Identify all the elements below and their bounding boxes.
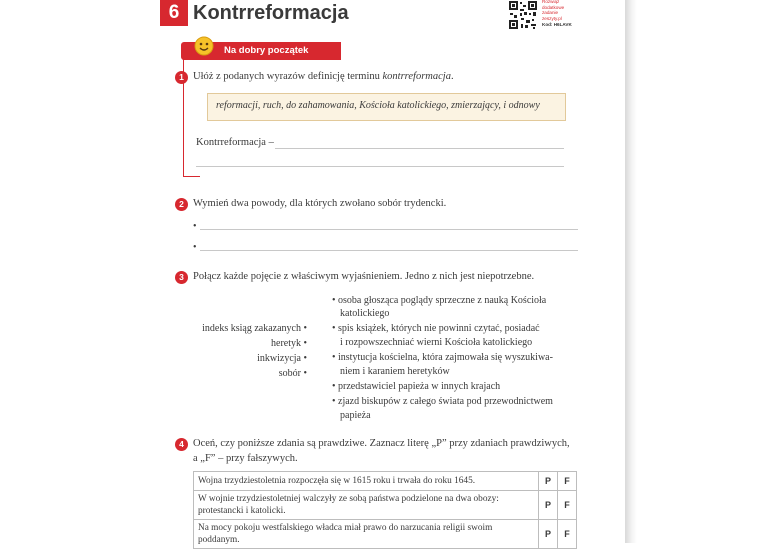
table-row [194, 491, 577, 520]
qr-note-line: zadanie [542, 10, 559, 16]
task-4-instruction: Oceń, czy poniższe zdania są prawdziwe. Zaznacz literę „P” przy zdaniach prawdziwych, [193, 438, 570, 449]
table-row [194, 472, 577, 491]
true-option[interactable]: P [539, 491, 558, 520]
chapter-number: 6 [160, 0, 188, 26]
statement-text: Wojna trzydziestoletnia rozpoczęła się w 1615 roku i trwała do roku 1645. [198, 476, 476, 486]
task-number: 3 [175, 271, 188, 284]
false-option[interactable]: F [558, 520, 577, 549]
word-bank-text: reformacji, ruch, do zahamowania, Kościoła katolickiego, zmierzający, i odnowy [216, 100, 540, 111]
chapter-title: Kontrreformacja [193, 2, 349, 24]
answer-line[interactable] [196, 166, 564, 167]
statement-text: protestancki i katolicki. [198, 506, 286, 516]
statement-text: poddanym. [198, 535, 240, 545]
smiley-icon [194, 36, 214, 56]
qr-note-line: Rozwiąż [542, 0, 560, 4]
start-banner-label: Na dobry początek [224, 45, 309, 56]
statement-cell [194, 491, 539, 520]
false-option[interactable]: F [558, 472, 577, 491]
qr-note [542, 0, 590, 28]
match-explanation-cont: katolickiego [340, 308, 390, 319]
statement-text: W wojnie trzydziestoletniej walczyły ze sobą państwa podzielone na dwa obozy: [198, 494, 499, 504]
task-3-instruction: Połącz każde pojęcie z właściwym wyjaśnieniem. Jedno z nich jest niepotrzebne. [193, 271, 535, 282]
match-term[interactable]: heretyk • [271, 338, 307, 349]
match-explanation[interactable]: • instytucja kościelna, która zajmowała się wyszukiwa- [332, 352, 553, 363]
task-1-instruction [193, 70, 454, 84]
match-term[interactable]: indeks ksiąg zakazanych • [202, 323, 307, 334]
qr-code-icon[interactable] [508, 0, 538, 30]
match-term[interactable]: sobór • [278, 368, 307, 379]
statement-text: Na mocy pokoju westfalskiego władca miał prawo do narzucania religii swoim [198, 523, 493, 533]
table-row [194, 520, 577, 549]
task-4-instruction-cont: a „F” – przy fałszywych. [193, 453, 298, 464]
true-option[interactable]: P [539, 520, 558, 549]
qr-note-line: zeszyty.pl [542, 16, 562, 22]
instruction-text: Ułóż z podanych wyrazów definicję terminu [193, 71, 383, 82]
answer-line[interactable] [275, 148, 564, 149]
match-explanation[interactable]: • zjazd biskupów z całego świata pod przewodnictwem [332, 396, 553, 407]
qr-note-code: Kod: H6LAVK [542, 21, 572, 27]
task-number: 2 [175, 198, 188, 211]
statement-cell [194, 520, 539, 549]
match-explanation-cont: i rozpowszechniać wierni Kościoła katolickiego [340, 337, 533, 348]
task-2-instruction: Wymień dwa powody, dla których zwołano sobór trydencki. [193, 198, 447, 209]
task-number: 4 [175, 438, 188, 451]
true-option[interactable]: P [539, 472, 558, 491]
false-option[interactable]: F [558, 491, 577, 520]
answer-bullet: • [193, 242, 197, 253]
match-term[interactable]: inkwizycja • [257, 353, 307, 364]
answer-prefix: Kontrreformacja – [196, 137, 274, 148]
true-false-table [193, 471, 577, 549]
statement-cell [194, 472, 539, 491]
match-explanation-cont: niem i karaniem heretyków [340, 366, 450, 377]
qr-note-line: dodatkowe [542, 4, 565, 10]
word-bank-box [207, 93, 566, 121]
instruction-term: kontrreformacja [382, 71, 451, 82]
match-explanation[interactable]: • osoba głosząca poglądy sprzeczne z nauką Kościoła [332, 295, 547, 306]
answer-bullet: • [193, 221, 197, 232]
answer-line[interactable] [200, 229, 578, 230]
match-explanation[interactable]: • przedstawiciel papieża w innych krajach [332, 381, 501, 392]
match-explanation-cont: papieża [340, 410, 371, 421]
answer-line[interactable] [200, 250, 578, 251]
instruction-text: . [450, 71, 454, 82]
match-explanation[interactable]: • spis książek, których nie powinni czytać, posiadać [332, 323, 540, 334]
page-edge-shadow [625, 0, 637, 543]
task-number: 1 [175, 71, 188, 84]
